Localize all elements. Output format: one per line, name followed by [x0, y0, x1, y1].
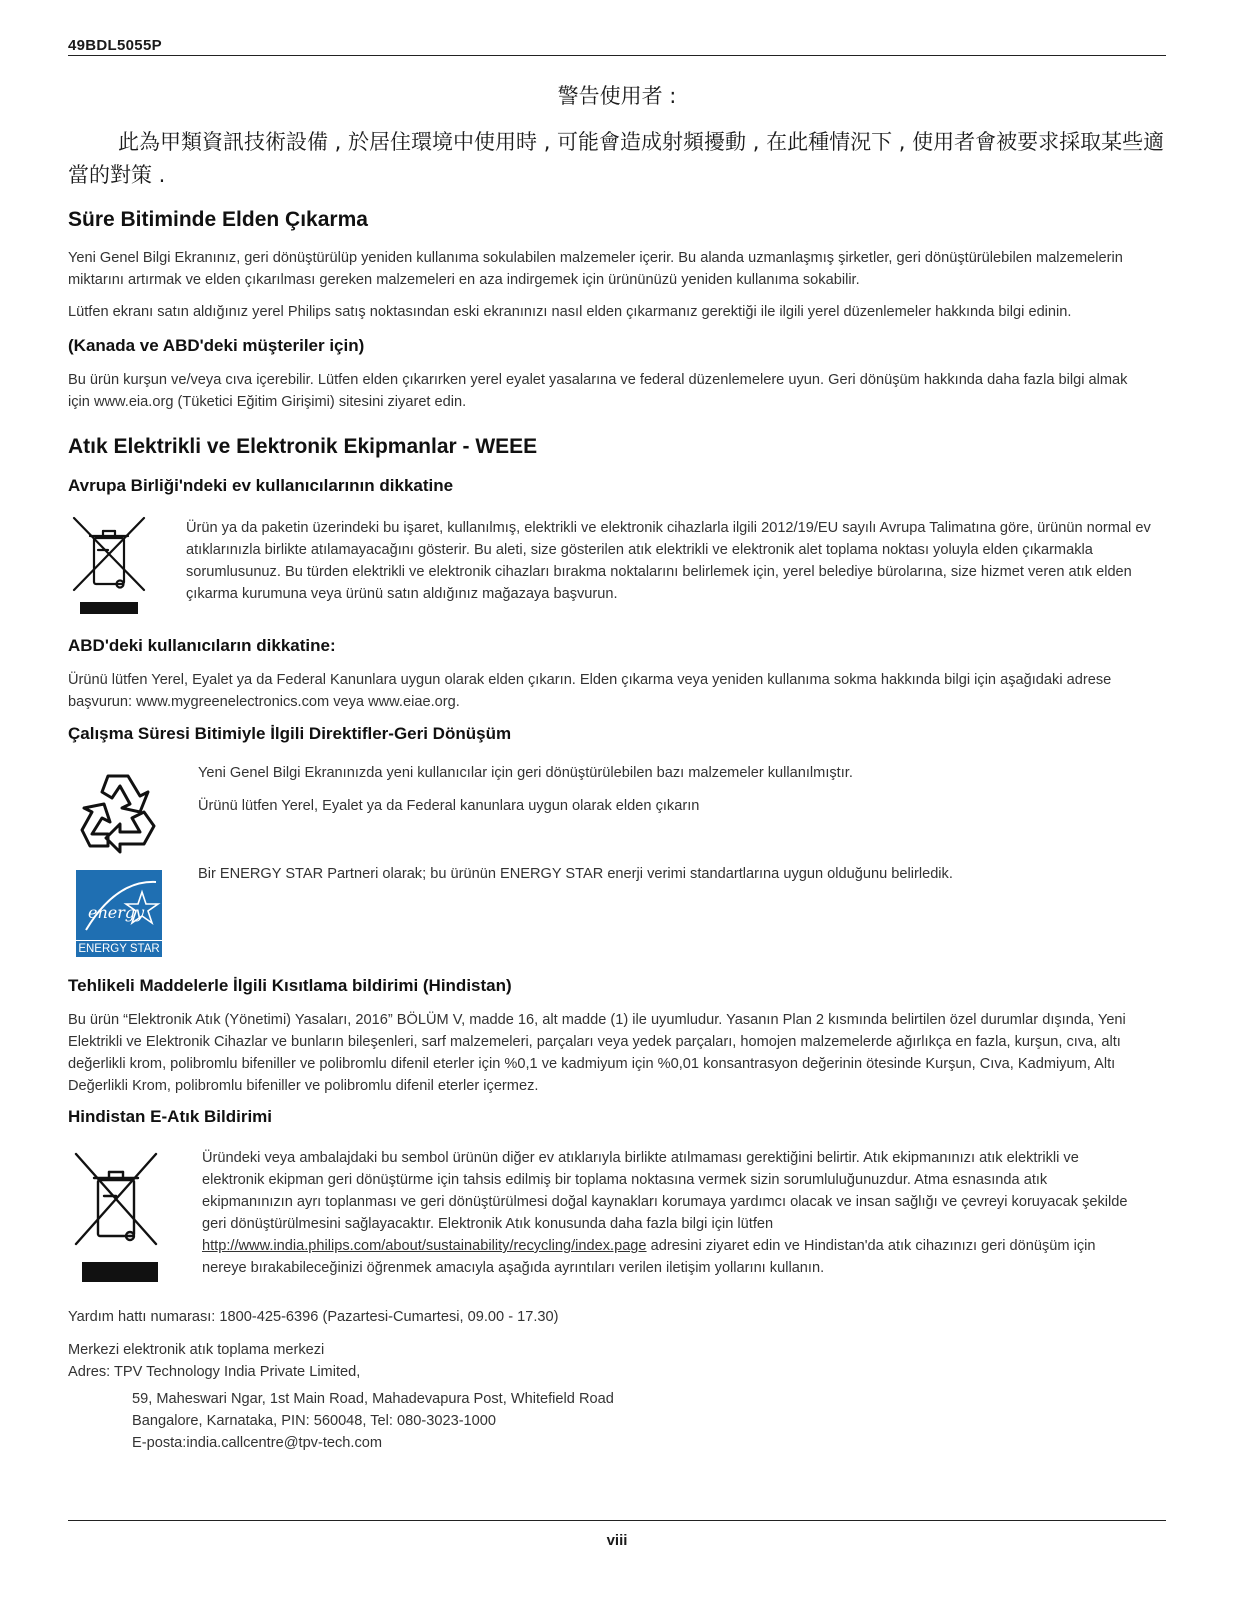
model-number: 49BDL5055P: [68, 37, 162, 54]
disposal-heading: Süre Bitiminde Elden Çıkarma: [68, 208, 368, 231]
eu-users-paragraph: Ürün ya da paketin üzerindeki bu işaret, kullanılmış, elektrikli ve elektronik cihazlarla ilgili 2012/19/EU sayılı Avrupa Talimatına göre, ürünün normal ev atıklarınızla birlikte atılamayacağını gösterir. Bu aleti, size gösterilen atık elektrikli ve elektronik alet toplama noktası yoluyla elden çıkarmakla sorumlusunuz. Bu türden elektrikli ve elektronik cihazları bırakma noktalarını belirlemek için, yerel belediye bürolarına, size hizmet veren atık elden çıkarma kurumuna veya ürünü satın aldığınız mağazaya başvurun.: [186, 520, 1151, 602]
energy-star-logo: [76, 870, 162, 956]
address-email: E-posta:india.callcentre@tpv-tech.com: [132, 1435, 383, 1451]
rohs-india-paragraph: Bu ürün “Elektronik Atık (Yönetimi) Yasaları, 2016” BÖLÜM V, madde 16, alt madde (1) ile uyumludur. Yasanın Plan 2 kısmında belirtilen özel durumlar dışında, Yeni Elektrikli ve Elektronik Cihazlar ve bunların bileşenleri, sarf malzemeleri, parçaları veya yedek parçaları, homojen malzemelerde ağırlıkça en fazla, kurşun, cıva, altı değerlikli krom, polibromlu bifeniller ve polibromlu difenil eterler için %0,1 ve kadmiyum için %0,01 konsantrasyon değerinin ötesinde Kurşun, Cıva, Kadmiyum, Altı Değerlikli Krom, polibromlu bifeniller ve polibromlu difenil eterler içermez.: [68, 1012, 1126, 1094]
recycle-icon: [74, 768, 162, 856]
ewaste-paragraph: [202, 1147, 1142, 1279]
ewaste-heading: Hindistan E-Atık Bildirimi: [68, 1107, 273, 1126]
end-of-life-heading: Çalışma Süresi Bitimiyle İlgili Direktifler-Geri Dönüşüm: [68, 724, 512, 743]
header-rule: [68, 55, 1166, 56]
collection-center-label: Merkezi elektronik atık toplama merkezi: [68, 1342, 325, 1358]
ewaste-text-before-link: Üründeki veya ambalajdaki bu sembol ürünün diğer ev atıklarıyla birlikte atılmaması gerektiğini belirtir. Atık ekipmanınızı atık elektrikli ve elektronik ekipman geri dönüştürme için tahsis edilmiş bir toplama noktasına vermek sizin sorumluluğunuzdur. Atma esnasında atık ekipmanınızın ayrı toplanması ve geri dönüştürülmesi doğal kaynakları korumaya yardımcı olacak ve insan sağlığı ve çevreyi koruyacak şekilde geri dönüştürülmesini sağlayacaktır. Elektronik Atık konusunda daha fazla bilgi için lütfen: [202, 1150, 1128, 1232]
recycle-paragraph-2: Ürünü lütfen Yerel, Eyalet ya da Federal kanunlara uygun olarak elden çıkarın: [198, 798, 700, 814]
energy-star-script: energy: [88, 903, 145, 922]
rohs-india-heading: Tehlikeli Maddelerle İlgili Kısıtlama bildirimi (Hindistan): [68, 976, 512, 995]
disposal-paragraph-2: Lütfen ekranı satın aldığınız yerel Philips satış noktasından eski ekranınızı nasıl elden çıkarmanız gerektiği ile ilgili yerel düzenlemeler hakkında bilgi edinin.: [68, 304, 1072, 320]
philips-recycling-link[interactable]: http://www.india.philips.com/about/sustainability/recycling/index.page: [202, 1238, 647, 1254]
address-line-1: 59, Maheswari Ngar, 1st Main Road, Mahadevapura Post, Whitefield Road: [132, 1391, 614, 1407]
eu-users-heading: Avrupa Birliği'ndeki ev kullanıcılarının dikkatine: [68, 476, 454, 495]
address-line-2: Bangalore, Karnataka, PIN: 560048, Tel: 080-3023-1000: [132, 1413, 497, 1429]
disposal-paragraph-3: Bu ürün kurşun ve/veya cıva içerebilir. Lütfen elden çıkarırken yerel eyalet yasalarına ve federal düzenlemelere uyun. Geri dönüşüm hakkında daha fazla bilgi almak için www.eia.org (Tüketici Eğitim Girişimi) sitesini ziyaret edin.: [68, 372, 1128, 410]
taiwan-warning-title: 警告使用者 :: [557, 84, 677, 108]
us-users-heading: ABD'deki kullanıcıların dikkatine:: [68, 636, 336, 655]
address-label: Adres: TPV Technology India Private Limited,: [68, 1364, 361, 1380]
page-number: viii: [606, 1532, 628, 1549]
weee-bin-icon: [70, 514, 148, 616]
weee-heading: Atık Elektrikli ve Elektronik Ekipmanlar - WEEE: [68, 435, 538, 458]
taiwan-warning-body: 此為甲類資訊技術設備 , 於居住環境中使用時 , 可能會造成射頻擾動 , 在此種情況下 , 使用者會被要求採取某些適當的對策 .: [68, 130, 1165, 187]
footer-rule: [68, 1520, 1166, 1521]
us-users-paragraph: Ürünü lütfen Yerel, Eyalet ya da Federal Kanunlara uygun olarak elden çıkarın. Elden çıkarma veya yeniden kullanıma sokma hakkında bilgi için aşağıdaki adrese başvurun: www.mygreenelectronics.com veya www.eiae.org.: [68, 672, 1112, 710]
disposal-paragraph-1: Yeni Genel Bilgi Ekranınız, geri dönüştürülüp yeniden kullanıma sokulabilen malzemeler içerir. Bu alanda uzmanlaşmış şirketler, geri dönüştürülebilen malzemelerin miktarını artırmak ve elden çıkarılması gereken malzemeleri en aza indirgemek için ürününüzü yeniden kullanıma sokabilir.: [68, 250, 1123, 288]
ewaste-text-after-link: adresini ziyaret edin ve Hindistan'da atık cihazınızı geri dönüşüm için nereye bırakabileceğinizi öğrenmek amacıyla aşağıda ayrıntıları verilen iletişim yollarını kullanın.: [202, 1238, 1096, 1276]
energy-star-label: ENERGY STAR: [76, 940, 162, 957]
energy-star-paragraph: Bir ENERGY STAR Partneri olarak; bu ürünün ENERGY STAR enerji verimi standartlarına uygun olduğunu belirledik.: [198, 866, 953, 882]
weee-bin-icon: [72, 1148, 160, 1284]
canada-usa-heading: (Kanada ve ABD'deki müşteriler için): [68, 336, 365, 355]
helpline-text: Yardım hattı numarası: 1800-425-6396 (Pazartesi-Cumartesi, 09.00 - 17.30): [68, 1309, 559, 1325]
recycle-paragraph-1: Yeni Genel Bilgi Ekranınızda yeni kullanıcılar için geri dönüştürülebilen bazı malzemeler kullanılmıştır.: [198, 765, 853, 781]
